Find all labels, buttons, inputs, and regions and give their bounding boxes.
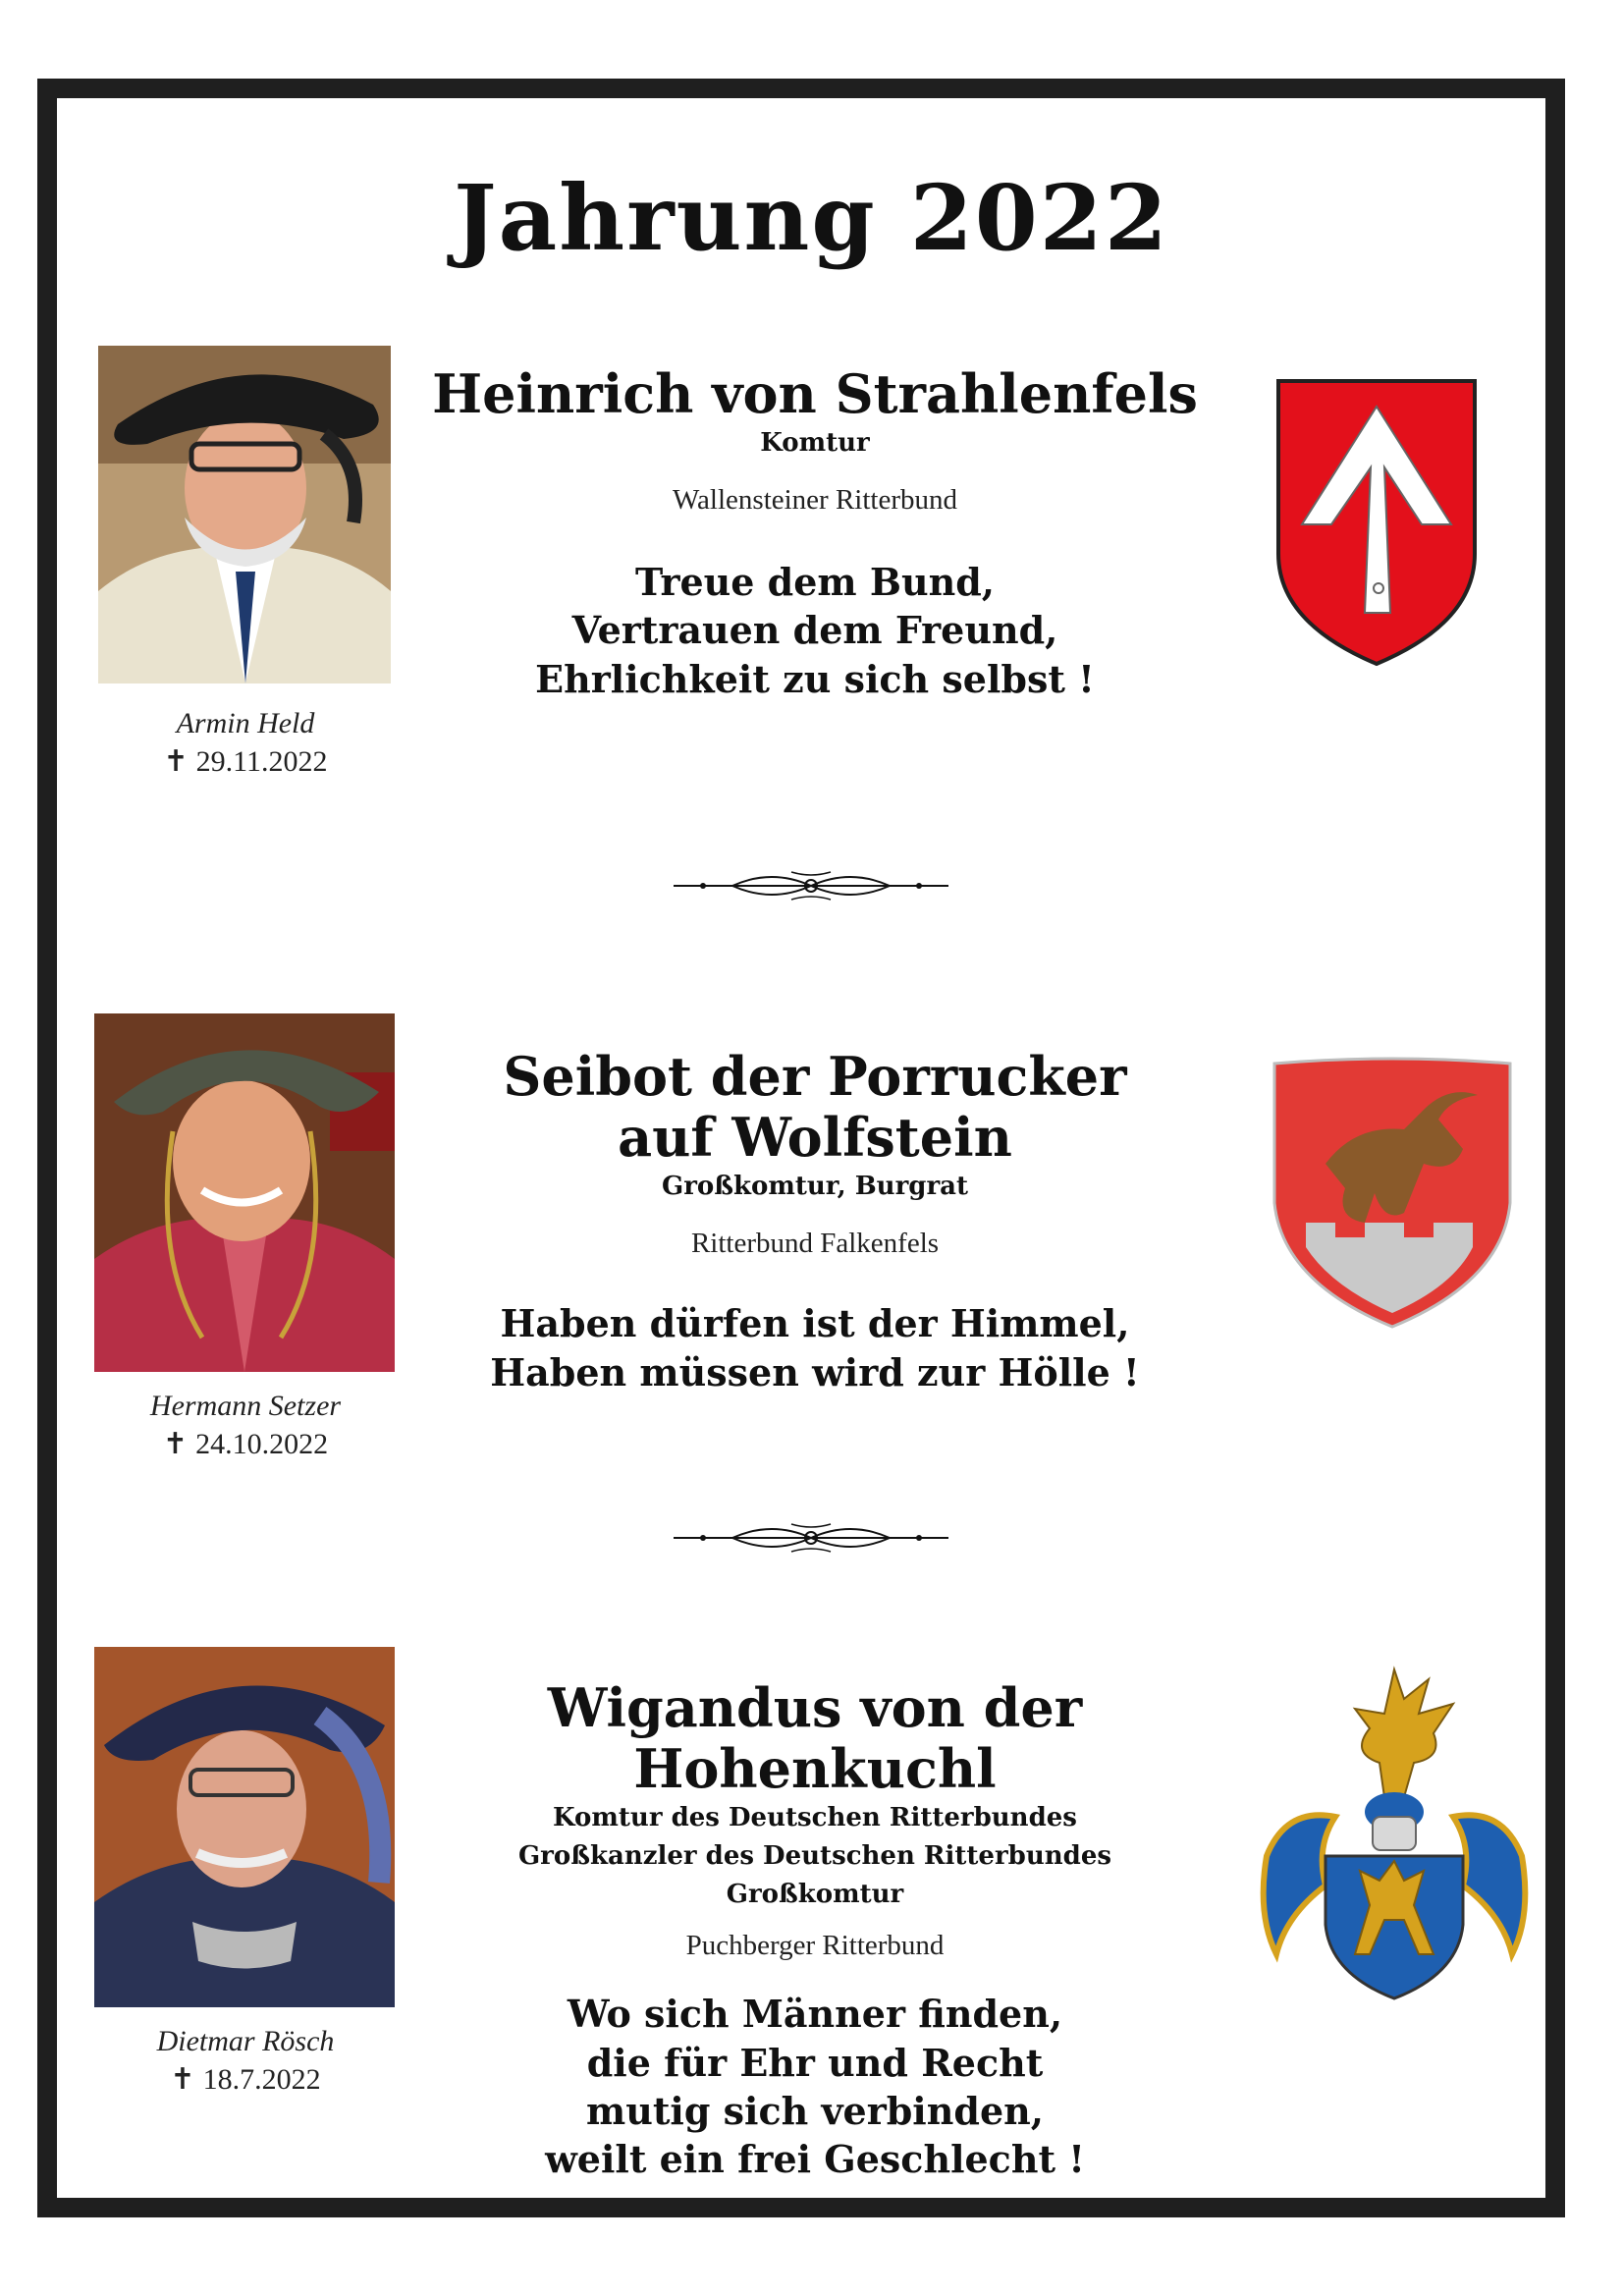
entry-text: [393, 1046, 1237, 1396]
death-date: 18.7.2022: [202, 2063, 321, 2096]
motto-line: Ehrlichkeit zu sich selbst !: [535, 656, 1095, 701]
motto-line: weilt ein frei Geschlecht !: [545, 2137, 1085, 2182]
coat-of-arms-goat: [1267, 1056, 1518, 1331]
entry-text: [393, 1677, 1237, 2184]
order-name: Wallensteiner Ritterbund: [673, 484, 957, 517]
cross-icon: ✝: [163, 745, 189, 778]
rank-line: Komtur: [760, 428, 870, 459]
order-name: Puchberger Ritterbund: [685, 1930, 945, 1962]
motto-line: Haben dürfen ist der Himmel,: [500, 1301, 1130, 1346]
photo-caption: [88, 707, 403, 779]
motto-line: Wo sich Männer finden,: [567, 1992, 1063, 2037]
ornament-divider-icon: [674, 868, 948, 903]
order-name: Ritterbund Falkenfels: [690, 1228, 940, 1260]
death-date-line: [88, 744, 403, 779]
coat-of-arms-stag: [1257, 1660, 1532, 2003]
rank-line: Großkanzler des Deutschen Ritterbundes: [517, 1841, 1112, 1872]
photo-name: Dietmar Rösch: [156, 2025, 335, 2057]
coat-of-arms-red-arrow: [1274, 377, 1479, 668]
rank-line: Komtur des Deutschen Ritterbundes: [553, 1803, 1077, 1833]
death-date: 29.11.2022: [195, 745, 328, 778]
knight-name: [393, 1046, 1237, 1168]
motto-line: Haben müssen wird zur Hölle !: [490, 1349, 1140, 1394]
entry-text: [393, 363, 1237, 703]
death-date-line: [88, 2062, 403, 2097]
page-title: Jahrung 2022: [454, 165, 1169, 271]
motto-line: mutig sich verbinden,: [586, 2088, 1044, 2133]
death-date: 24.10.2022: [195, 1428, 329, 1460]
knight-name-line: auf Wolfstein: [618, 1106, 1012, 1170]
cross-icon: ✝: [170, 2063, 195, 2096]
knight-name-line: Seibot der Porrucker: [503, 1045, 1127, 1108]
photo-name: Hermann Setzer: [149, 1390, 342, 1422]
photo-caption: [88, 2025, 403, 2097]
motto: [393, 1299, 1237, 1396]
motto-line: Vertrauen dem Freund,: [571, 608, 1058, 653]
photo-caption: [88, 1390, 403, 1461]
death-date-line: [88, 1427, 403, 1461]
portrait-photo: [98, 346, 391, 683]
motto: [393, 1990, 1237, 2184]
rank-line: Großkomtur: [726, 1880, 904, 1910]
ornament-divider-icon: [674, 1520, 948, 1556]
rank-line: Großkomtur, Burgrat: [662, 1172, 968, 1202]
motto-line: Treue dem Bund,: [634, 560, 996, 605]
photo-name: Armin Held: [176, 707, 315, 739]
portrait-photo: [94, 1647, 395, 2007]
motto: [393, 558, 1237, 703]
motto-line: die für Ehr und Recht: [586, 2040, 1044, 2085]
cross-icon: ✝: [162, 1428, 189, 1460]
portrait-photo: [94, 1013, 395, 1372]
knight-name: Heinrich von Strahlenfels: [432, 362, 1198, 425]
knight-name: Wigandus von der Hohenkuchl: [547, 1676, 1083, 1801]
